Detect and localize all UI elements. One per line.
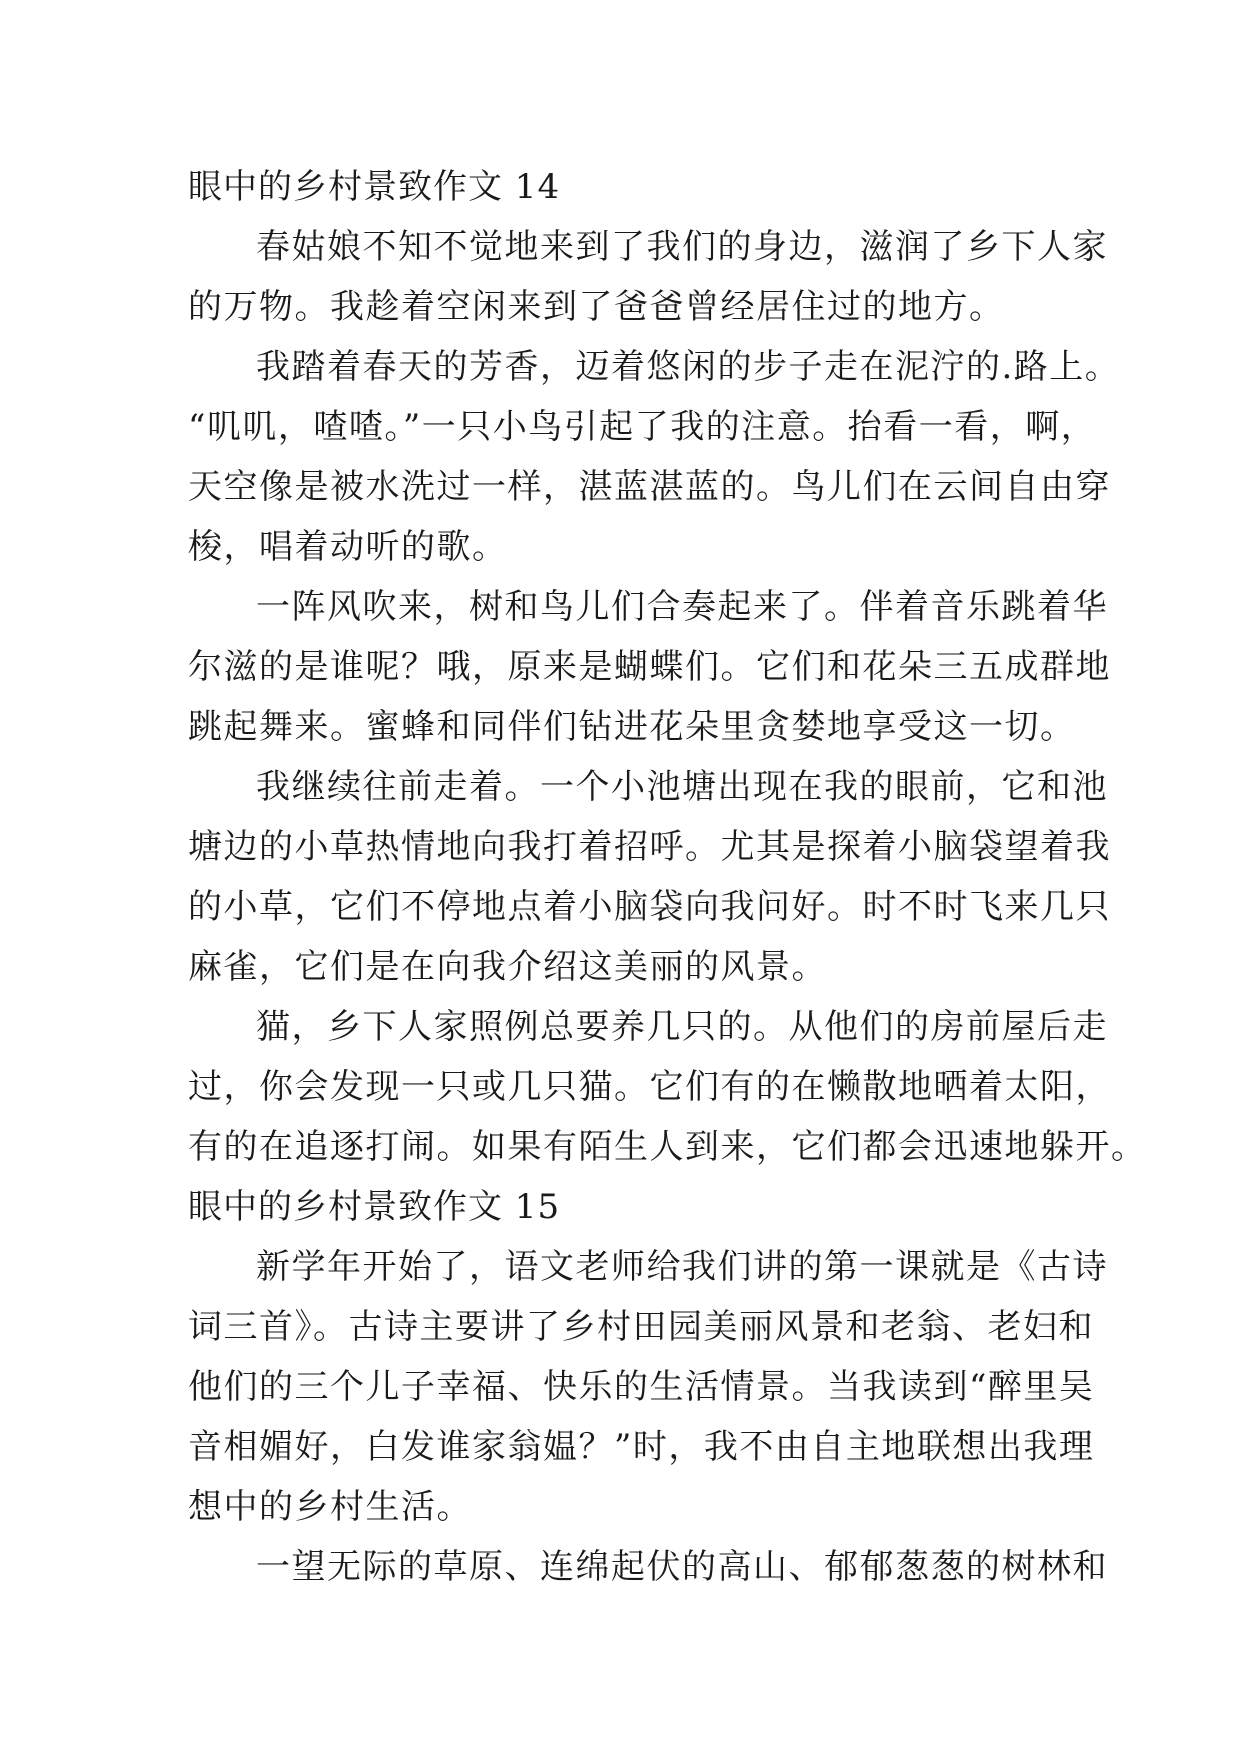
paragraph-line: 天空像是被水洗过一样，湛蓝湛蓝的。鸟儿们在云间自由穿 <box>188 467 1111 507</box>
paragraph-line: 想中的乡村生活。 <box>188 1487 472 1527</box>
essay-title-14: 眼中的乡村景致作文 14 <box>188 167 561 207</box>
paragraph-line: 梭，唱着动听的歌。 <box>188 527 508 567</box>
paragraph-line: “叽叽，喳喳。”一只小鸟引起了我的注意。抬看一看，啊， <box>188 407 1097 447</box>
paragraph-line: 跳起舞来。蜜蜂和同伴们钻进花朵里贪婪地享受这一切。 <box>188 707 1076 747</box>
paragraph-line: 词三首》。古诗主要讲了乡村田园美丽风景和老翁、老妇和 <box>188 1307 1094 1347</box>
paragraph-line: 的万物。我趁着空闲来到了爸爸曾经居住过的地方。 <box>188 287 1005 327</box>
paragraph-line: 猫，乡下人家照例总要养几只的。从他们的房前屋后走 <box>256 1007 1108 1047</box>
paragraph-line: 新学年开始了，语文老师给我们讲的第一课就是《古诗 <box>256 1247 1108 1287</box>
paragraph-line: 春姑娘不知不觉地来到了我们的身边，滋润了乡下人家 <box>256 227 1108 267</box>
paragraph-line: 音相媚好，白发谁家翁媪？”时，我不由自主地联想出我理 <box>188 1427 1095 1467</box>
paragraph-line: 尔滋的是谁呢？哦，原来是蝴蝶们。它们和花朵三五成群地 <box>188 647 1111 687</box>
paragraph-line: 的小草，它们不停地点着小脑袋向我问好。时不时飞来几只 <box>188 887 1111 927</box>
paragraph-line: 一望无际的草原、连绵起伏的高山、郁郁葱葱的树林和 <box>256 1547 1108 1587</box>
paragraph-line: 他们的三个儿子幸福、快乐的生活情景。当我读到“醉里吴 <box>188 1367 1095 1407</box>
paragraph-line: 有的在追逐打闹。如果有陌生人到来，它们都会迅速地躲开。 <box>188 1127 1147 1167</box>
paragraph-line: 塘边的小草热情地向我打着招呼。尤其是探着小脑袋望着我 <box>188 827 1111 867</box>
paragraph-line: 一阵风吹来，树和鸟儿们合奏起来了。伴着音乐跳着华 <box>256 587 1108 627</box>
paragraph-line: 麻雀，它们是在向我介绍这美丽的风景。 <box>188 947 827 987</box>
essay-title-15: 眼中的乡村景致作文 15 <box>188 1187 561 1227</box>
paragraph-line: 过，你会发现一只或几只猫。它们有的在懒散地晒着太阳， <box>188 1067 1111 1107</box>
paragraph-line: 我踏着春天的芳香，迈着悠闲的步子走在泥泞的.路上。 <box>256 347 1121 387</box>
paragraph-line: 我继续往前走着。一个小池塘出现在我的眼前，它和池 <box>256 767 1108 807</box>
